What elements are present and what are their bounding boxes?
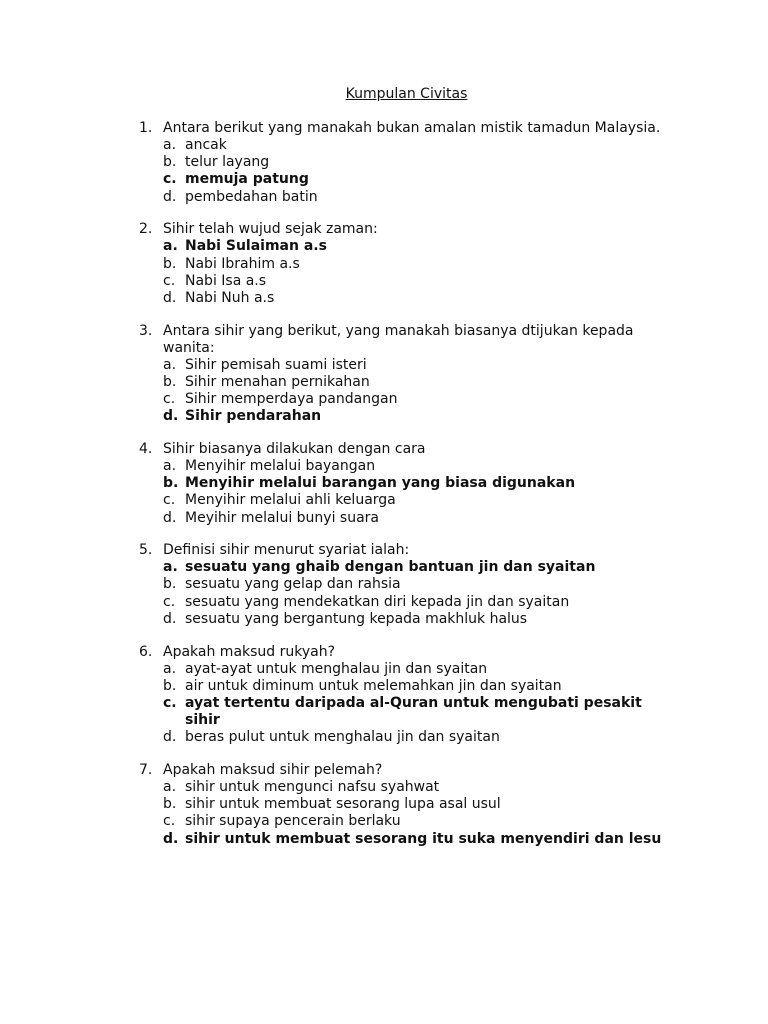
option-text: Sihir memperdaya pandangan — [185, 391, 398, 408]
option-letter: b. — [163, 373, 177, 390]
option-letter: c. — [163, 272, 176, 289]
option — [139, 189, 668, 206]
option — [139, 729, 668, 746]
option-letter: d. — [163, 188, 177, 205]
option-text: sesuatu yang mendekatkan diri kepada jin dan syaitan — [185, 593, 570, 610]
option-letter: d. — [163, 830, 179, 847]
option-text: Menyihir melalui barangan yang biasa digunakan — [185, 475, 576, 492]
question-7 — [139, 762, 668, 848]
option-text: sesuatu yang ghaib dengan bantuan jin dan syaitan — [185, 559, 596, 576]
question-text: Sihir biasanya dilakukan dengan cara — [163, 440, 426, 457]
option-letter: a. — [163, 660, 177, 677]
option-text: sihir supaya pencerain berlaku — [185, 813, 401, 830]
option-text: telur layang — [185, 154, 270, 171]
option-letter: b. — [163, 255, 177, 272]
option — [139, 611, 668, 628]
question-text: Antara sihir yang berikut, yang manakah biasanya dtijukan kepada wanita: — [163, 322, 634, 356]
option-letter: a. — [163, 457, 177, 474]
option — [139, 273, 668, 290]
document-title: Kumpulan Civitas — [345, 86, 468, 102]
option-text: sihir untuk mengunci nafsu syahwat — [185, 779, 440, 796]
option — [139, 357, 668, 374]
question-number: 4. — [139, 440, 153, 457]
option-letter: b. — [163, 677, 177, 694]
option-letter: a. — [163, 238, 178, 255]
option-text: beras pulut untuk menghalau jin dan syaitan — [185, 729, 500, 746]
option-letter: c. — [163, 813, 176, 830]
option-letter: d. — [163, 610, 177, 627]
option-text: ayat-ayat untuk menghalau jin dan syaitan — [185, 660, 488, 677]
option-letter: d. — [163, 509, 177, 526]
option-text: Menyihir melalui ahli keluarga — [185, 492, 396, 509]
option-text: Sihir pendarahan — [185, 408, 322, 425]
question-6 — [139, 644, 668, 747]
option — [139, 510, 668, 527]
question-list — [139, 120, 668, 848]
option-letter: c. — [163, 391, 176, 408]
question-5 — [139, 542, 668, 628]
option-text: air untuk diminum untuk melemahkan jin dan syaitan — [185, 677, 562, 694]
question-2 — [139, 221, 668, 307]
option-letter: b. — [163, 576, 177, 593]
question-text: Antara berikut yang manakah bukan amalan mistik tamadun Malaysia. — [163, 120, 661, 136]
option-letter: a. — [163, 137, 177, 153]
option-correct — [139, 408, 668, 425]
option-text: Nabi Sulaiman a.s — [185, 238, 327, 255]
question-line — [139, 323, 668, 357]
option — [139, 779, 668, 796]
option-text: memuja patung — [185, 171, 309, 188]
question-line — [139, 221, 668, 238]
option — [139, 594, 668, 611]
option-correct — [139, 475, 668, 492]
question-number: 2. — [139, 221, 153, 238]
option — [139, 661, 668, 678]
option-letter: a. — [163, 559, 178, 576]
option — [139, 154, 668, 171]
question-line — [139, 644, 668, 661]
option-text: Meyihir melalui bunyi suara — [185, 509, 379, 526]
question-line — [139, 542, 668, 559]
option — [139, 391, 668, 408]
option-text: Nabi Nuh a.s — [185, 289, 275, 306]
question-line — [139, 762, 668, 779]
option-text: Menyihir melalui bayangan — [185, 457, 376, 474]
option-text: Sihir pemisah suami isteri — [185, 356, 367, 373]
option — [139, 374, 668, 391]
question-number: 7. — [139, 762, 153, 779]
question-4 — [139, 441, 668, 527]
option — [139, 290, 668, 307]
option-correct — [139, 171, 668, 188]
question-1 — [139, 120, 668, 206]
option-letter: c. — [163, 492, 176, 509]
option-text: sesuatu yang bergantung kepada makhluk halus — [185, 610, 528, 627]
option-text: Nabi Ibrahim a.s — [185, 255, 300, 272]
option-text: ayat tertentu daripada al-Quran untuk mengubati pesakit sihir — [185, 694, 642, 729]
option-letter: b. — [163, 154, 177, 171]
question-text: Sihir telah wujud sejak zaman: — [163, 221, 378, 238]
option-correct — [139, 559, 668, 576]
question-line — [139, 441, 668, 458]
option-correct — [139, 238, 668, 255]
question-number: 5. — [139, 542, 153, 559]
question-number: 3. — [139, 322, 153, 339]
option-correct — [139, 831, 668, 848]
option-correct — [139, 695, 668, 729]
option-text: Nabi Isa a.s — [185, 272, 267, 289]
question-3 — [139, 323, 668, 426]
option — [139, 137, 668, 154]
question-text: Apakah maksud sihir pelemah? — [163, 762, 383, 779]
option-letter: d. — [163, 289, 177, 306]
question-text: Apakah maksud rukyah? — [163, 643, 336, 660]
option-letter: d. — [163, 408, 179, 425]
question-text: Definisi sihir menurut syariat ialah: — [163, 542, 410, 559]
question-line — [139, 120, 668, 137]
option-text: sihir untuk membuat sesorang lupa asal usul — [185, 796, 501, 813]
option-text: pembedahan batin — [185, 188, 318, 205]
option-letter: c. — [163, 593, 176, 610]
option-letter: c. — [163, 171, 177, 188]
option-letter: b. — [163, 475, 179, 492]
option-text: ancak — [185, 137, 227, 153]
option-letter: b. — [163, 796, 177, 813]
option-letter: c. — [163, 694, 177, 711]
option — [139, 492, 668, 509]
option — [139, 576, 668, 593]
option — [139, 256, 668, 273]
option — [139, 796, 668, 813]
question-number: 1. — [139, 120, 153, 136]
option — [139, 813, 668, 830]
option-letter: a. — [163, 779, 177, 796]
option-text: Sihir menahan pernikahan — [185, 373, 370, 390]
option-letter: d. — [163, 729, 177, 746]
option-letter: a. — [163, 356, 177, 373]
question-number: 6. — [139, 643, 153, 660]
option — [139, 458, 668, 475]
option — [139, 678, 668, 695]
option-text: sesuatu yang gelap dan rahsia — [185, 576, 401, 593]
option-text: sihir untuk membuat sesorang itu suka menyendiri dan lesu — [185, 830, 662, 847]
